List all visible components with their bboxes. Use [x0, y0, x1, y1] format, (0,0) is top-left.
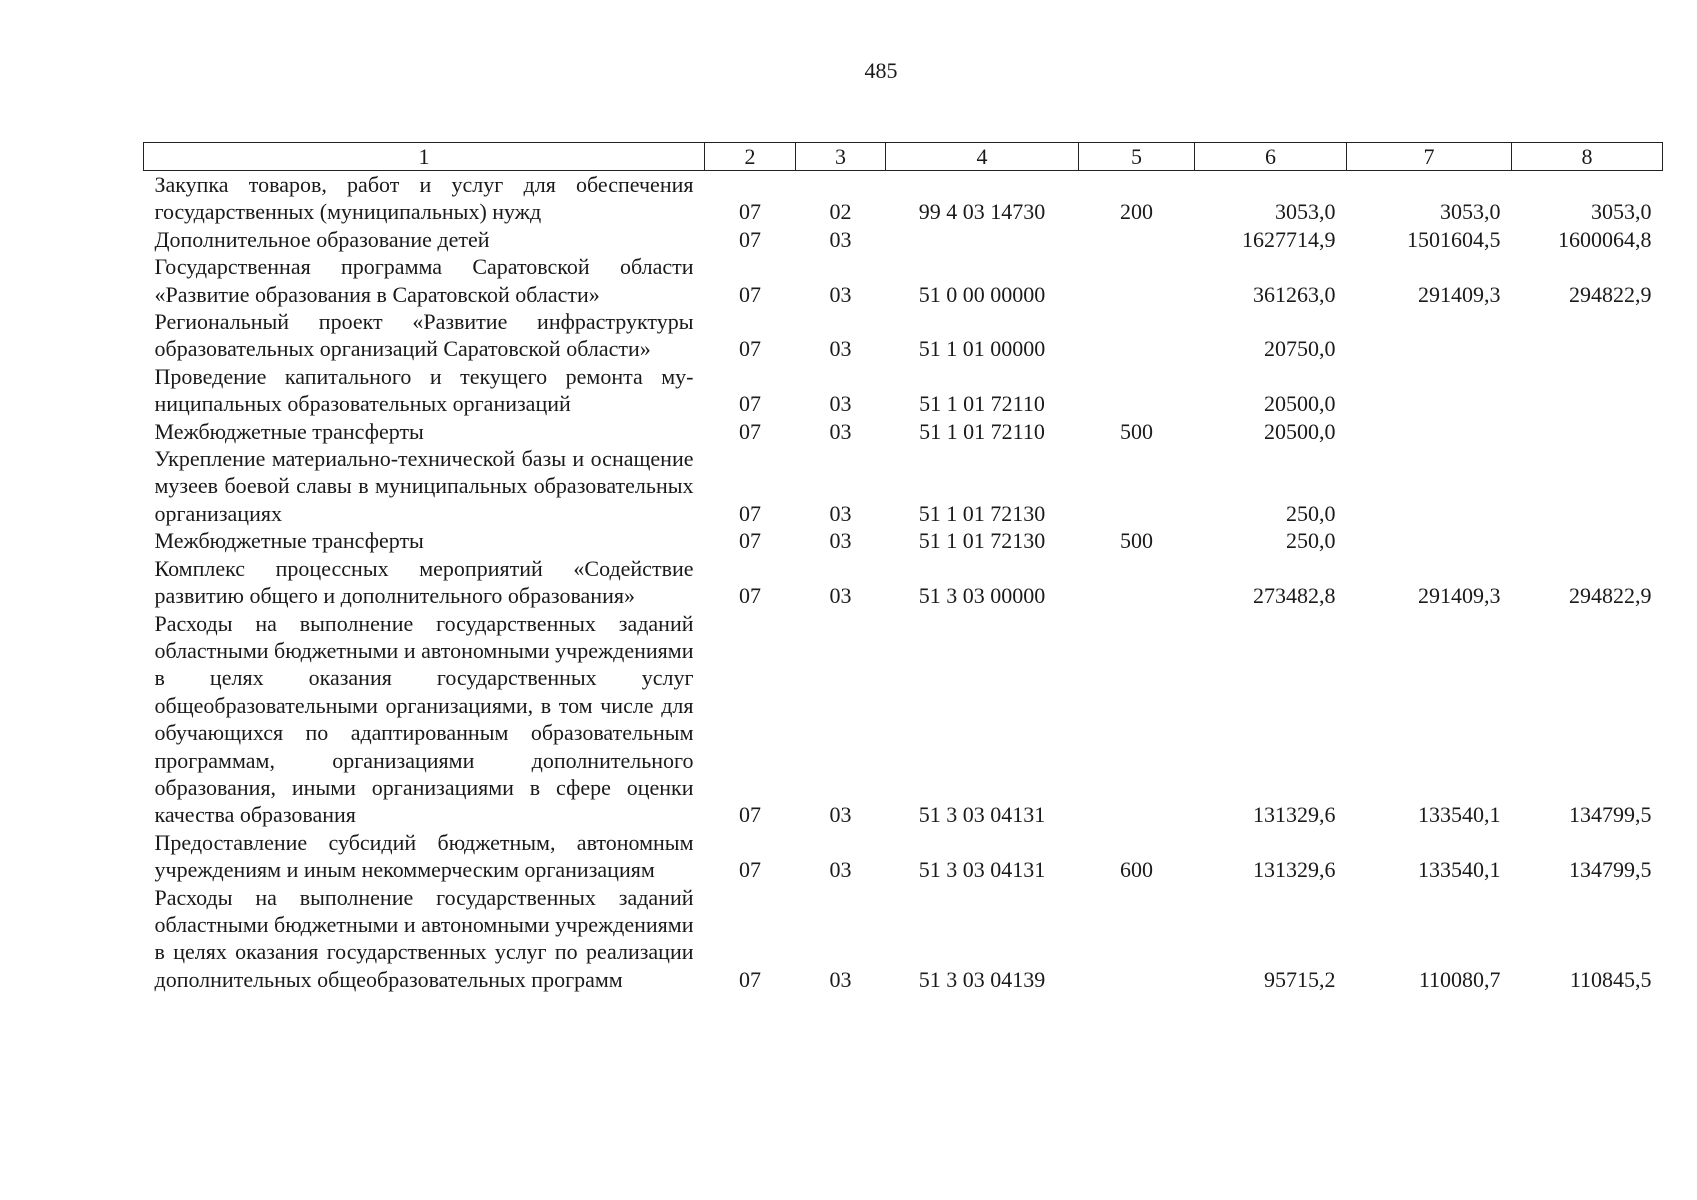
table-row — [144, 363, 1663, 418]
table-row — [144, 527, 1663, 554]
table-body — [144, 171, 1663, 994]
amount-year-2: 1501604,5 — [1407, 226, 1501, 252]
subsection-code: 03 — [829, 281, 852, 307]
amount-year-3: 294822,9 — [1569, 281, 1652, 307]
subsection-code: 03 — [829, 391, 852, 417]
target-article-code: 51 1 01 72110 — [919, 391, 1045, 417]
amount-year-1: 273482,8 — [1253, 583, 1336, 609]
row-name: Государственная программа Саратовской области «Развитие образования в Саратовской области» — [154, 254, 694, 307]
table-row — [144, 253, 1663, 308]
subsection-code: 03 — [829, 226, 852, 252]
table-row — [144, 555, 1663, 610]
amount-year-2: 133540,1 — [1418, 857, 1501, 883]
expense-type-code — [1079, 253, 1195, 308]
amount-year-2 — [1347, 363, 1512, 418]
amount-year-2: 110080,7 — [1418, 966, 1501, 992]
target-article-code: 51 3 03 04131 — [918, 857, 1046, 883]
section-code: 07 — [739, 528, 761, 554]
column-header: 6 — [1195, 143, 1347, 171]
section-code: 07 — [739, 583, 761, 609]
amount-year-3 — [1512, 418, 1663, 445]
section-code: 07 — [739, 336, 761, 362]
column-header: 4 — [886, 143, 1079, 171]
section-code: 07 — [739, 500, 761, 526]
expense-type-code — [1079, 308, 1195, 363]
amount-year-1: 131329,6 — [1253, 857, 1336, 883]
expense-type-code — [1079, 555, 1195, 610]
row-name: Расходы на выполнение государственных заданий областными бюджетными и автономными учреждениями в целях оказания государственных услуг по реализации дополнительных общеобразовательных программ — [154, 884, 694, 992]
expense-type-code: 600 — [1120, 857, 1153, 883]
amount-year-3 — [1512, 308, 1663, 363]
row-name: Дополнительное образование детей — [154, 226, 490, 252]
table-row — [144, 308, 1663, 363]
target-article-code: 51 3 03 04131 — [918, 802, 1046, 828]
expense-type-code — [1079, 226, 1195, 253]
column-header: 7 — [1347, 143, 1512, 171]
target-article-code: 51 1 01 72110 — [919, 418, 1045, 444]
subsection-code: 02 — [829, 199, 852, 225]
row-name: Межбюджетные трансферты — [154, 418, 424, 444]
target-article-code: 51 0 00 00000 — [918, 281, 1046, 307]
amount-year-2 — [1347, 308, 1512, 363]
amount-year-2 — [1347, 445, 1512, 527]
table-row — [144, 610, 1663, 829]
target-article-code: 51 1 01 72130 — [918, 528, 1046, 554]
section-code: 07 — [739, 802, 761, 828]
amount-year-3: 294822,9 — [1569, 583, 1652, 609]
target-article-code: 51 3 03 00000 — [918, 583, 1046, 609]
amount-year-1: 361263,0 — [1253, 281, 1336, 307]
amount-year-1: 1627714,9 — [1242, 226, 1336, 252]
amount-year-3 — [1512, 527, 1663, 554]
table-row — [144, 884, 1663, 994]
target-article-code: 51 1 01 72130 — [918, 500, 1046, 526]
expense-type-code — [1079, 445, 1195, 527]
amount-year-3 — [1512, 445, 1663, 527]
amount-year-1: 131329,6 — [1253, 802, 1336, 828]
amount-year-3: 110845,5 — [1569, 966, 1652, 992]
row-name: Укрепление материально-технической базы и оснащение музеев боевой славы в муниципальных образовательных организациях — [154, 446, 694, 526]
amount-year-1: 20750,0 — [1264, 336, 1336, 362]
table-row — [144, 445, 1663, 527]
target-article-code: 51 3 03 04139 — [918, 966, 1046, 992]
amount-year-2 — [1347, 527, 1512, 554]
section-code: 07 — [739, 391, 761, 417]
target-article-code: 99 4 03 14730 — [918, 199, 1046, 225]
row-name: Проведение капитального и текущего ремонта муниципальных образовательных организаций — [154, 363, 694, 417]
column-header: 3 — [796, 143, 886, 171]
page-number: 485 — [864, 58, 898, 83]
row-name: Закупка товаров, работ и услуг для обеспечения государственных (муниципальных) нужд — [154, 172, 694, 225]
amount-year-2: 291409,3 — [1418, 281, 1501, 307]
amount-year-3: 134799,5 — [1569, 857, 1652, 883]
amount-year-1: 250,0 — [1286, 500, 1336, 526]
expense-type-code: 200 — [1120, 199, 1153, 225]
section-code: 07 — [739, 966, 761, 992]
table-row — [144, 418, 1663, 445]
amount-year-3 — [1512, 363, 1663, 418]
row-name: Комплекс процессных мероприятий «Содействие развитию общего и дополнительного образования» — [154, 555, 694, 609]
subsection-code: 03 — [829, 583, 852, 609]
subsection-code: 03 — [829, 802, 852, 828]
column-header: 2 — [705, 143, 796, 171]
amount-year-1: 20500,0 — [1264, 391, 1336, 417]
section-code: 07 — [739, 418, 761, 444]
subsection-code: 03 — [829, 528, 852, 554]
column-header: 1 — [144, 143, 705, 171]
amount-year-1: 3053,0 — [1275, 199, 1336, 225]
amount-year-3: 3053,0 — [1591, 199, 1652, 225]
expense-type-code: 500 — [1120, 418, 1153, 444]
amount-year-1: 95715,2 — [1264, 966, 1336, 992]
target-article-code — [886, 226, 1079, 253]
column-header: 8 — [1512, 143, 1663, 171]
row-name: Межбюджетные трансферты — [154, 528, 424, 554]
row-name: Расходы на выполнение государственных заданий областными бюджетными и автономными учреждениями в целях оказания государственных услуг общеобразовательными организациями, в том числе для обучающихся по адаптированным образовательным программам, организациями дополнительного образования, иными организациями в сфере оценки качества образования — [154, 610, 694, 828]
expense-type-code — [1079, 884, 1195, 994]
amount-year-2: 291409,3 — [1418, 583, 1501, 609]
subsection-code: 03 — [829, 418, 852, 444]
amount-year-2 — [1347, 418, 1512, 445]
table-row — [144, 226, 1663, 253]
section-code: 07 — [739, 199, 761, 225]
header-row — [144, 143, 1663, 171]
column-header: 5 — [1079, 143, 1195, 171]
target-article-code: 51 1 01 00000 — [918, 336, 1046, 362]
amount-year-1: 250,0 — [1286, 528, 1336, 554]
row-name: Региональный проект «Развитие инфраструктуры образовательных организаций Саратовской области» — [154, 309, 694, 362]
subsection-code: 03 — [829, 857, 852, 883]
amount-year-2: 133540,1 — [1418, 802, 1501, 828]
table-row — [144, 829, 1663, 884]
table-row — [144, 171, 1663, 226]
amount-year-2: 3053,0 — [1440, 199, 1501, 225]
row-name: Предоставление субсидий бюджетным, автономным учреждениям и иным некоммерческим организациям — [154, 829, 694, 883]
amount-year-3: 1600064,8 — [1558, 226, 1652, 252]
amount-year-3: 134799,5 — [1569, 802, 1652, 828]
subsection-code: 03 — [829, 500, 852, 526]
expense-type-code — [1079, 363, 1195, 418]
subsection-code: 03 — [829, 336, 852, 362]
expense-type-code — [1079, 610, 1195, 829]
expense-type-code: 500 — [1120, 528, 1153, 554]
amount-year-1: 20500,0 — [1264, 418, 1336, 444]
subsection-code: 03 — [829, 966, 852, 992]
budget-table — [143, 142, 1663, 993]
section-code: 07 — [739, 226, 761, 252]
section-code: 07 — [739, 281, 761, 307]
section-code: 07 — [739, 857, 761, 883]
